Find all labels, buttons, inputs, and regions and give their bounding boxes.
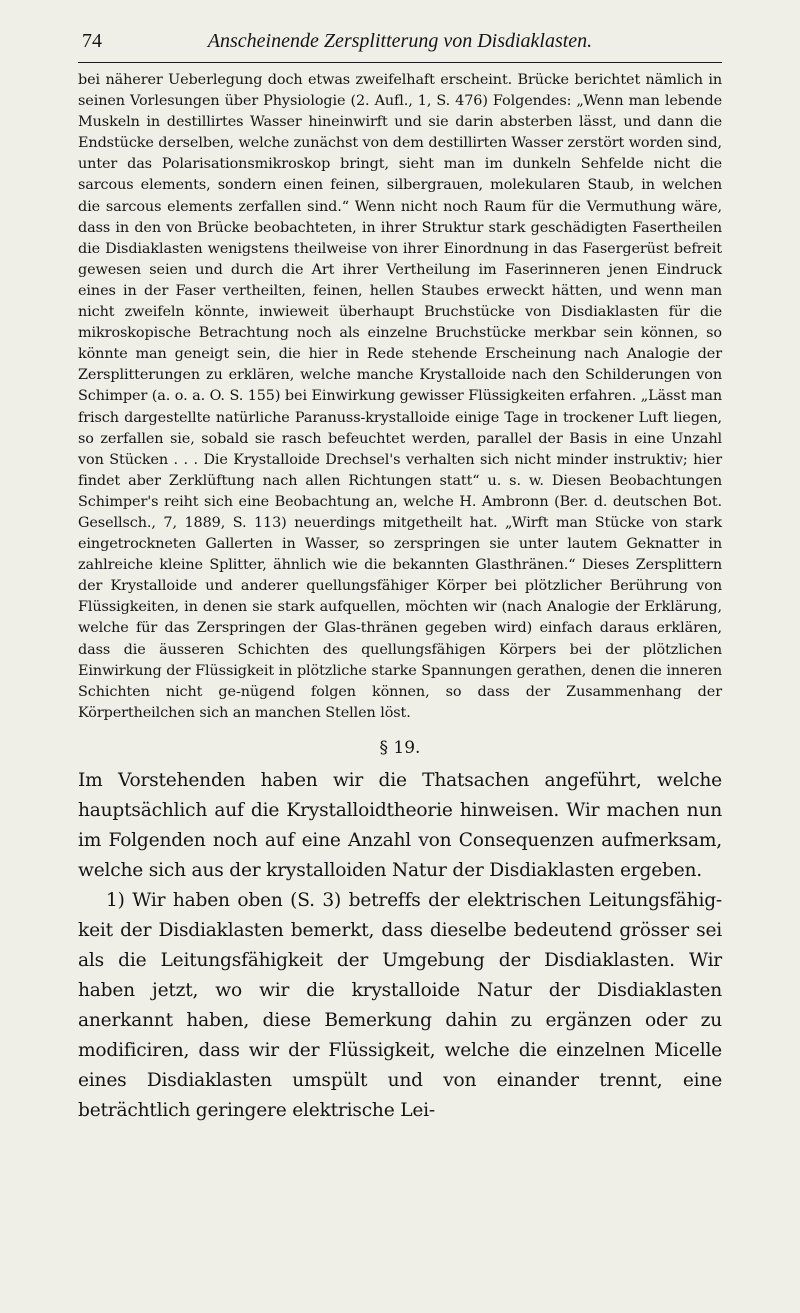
book-page [78,28,722,1126]
page-number: 74 [82,30,102,52]
small-print-paragraph: bei näherer Ueberlegung doch etwas zweifelhaft erscheint. Brücke berichtet nämlich in seinen Vorlesungen über Physiologie (2. Aufl., 1, S. 476) Folgendes: „Wenn man lebende Muskeln in destillirtes Wasser hineinwirft und sie darin absterben lässt, und dann die Endstücke derselben, welche zunächst von dem destillirten Wasser zerstört worden sind, unter das Polarisationsmikroskop bringt, sieht man im dunkeln Sehfelde nicht die sarcous elements, sondern einen feinen, silbergrauen, molekularen Staub, in welchen die sarcous elements zerfallen sind.“ Wenn nicht noch Raum für die Vermuthung wäre, dass in den von Brücke beobachteten, in ihrer Struktur stark geschädigten Fasertheilen die Disdiaklasten wenigstens theilweise von ihrer Einordnung in das Fasergerüst befreit gewesen seien und durch die Art ihrer Vertheilung im Faserinneren jenen Eindruck eines in der Faser vertheilten, feinen, hellen Staubes erweckt hätten, und wenn man nicht zweifeln könnte, inwieweit überhaupt Bruchstücke von Disdiaklasten für die mikroskopische Betrachtung noch als einzelne Bruchstücke merkbar sein können, so könnte man geneigt sein, die hier in Rede stehende Erscheinung nach Analogie der Zersplitterungen zu erklären, welche manche Krystalloide nach den Schilderungen von Schimper (a. o. a. O. S. 155) bei Einwirkung gewisser Flüssigkeiten erfahren. „Lässt man frisch dargestellte natürliche Paranuss-krystalloide einige Tage in trockener Luft liegen, so zerfallen sie, sobald sie rasch befeuchtet werden, parallel der Basis in eine Unzahl von Stücken . . . Die Krystalloide Drechsel's verhalten sich nicht minder instruktiv; hier findet aber Zerklüftung nach allen Richtungen statt“ u. s. w. Diesen Beobachtungen Schimper's reiht sich eine Beobachtung an, welche H. Ambronn (Ber. d. deutschen Bot. Gesellsch., 7, 1889, S. 113) neuerdings mitgetheilt hat. „Wirft man Stücke von stark eingetrockneten Gallerten in Wasser, so zerspringen sie unter lautem Geknatter in zahlreiche kleine Splitter, ähnlich wie die bekannten Glasthränen.“ Dieses Zersplittern der Krystalloide und anderer quellungsfähiger Körper bei plötzlicher Berührung von Flüssigkeiten, in denen sie stark aufquellen, möchten wir (nach Analogie der Erklärung, welche für das Zerspringen der Glas-thränen gegeben wird) einfach daraus erklären, dass die äusseren Schichten des quellungsfähigen Körpers bei der plötzlichen Einwirkung der Flüssigkeit in plötzliche starke Spannungen gerathen, denen die inneren Schichten nicht ge-nügend folgen können, so dass der Zusammenhang der Körpertheilchen sich an manchen Stellen löst. [78,72,722,721]
small-print-block [78,70,722,724]
running-head [78,28,722,63]
running-title: Anscheinende Zersplitterung von Disdiaklasten. [207,30,593,52]
body-paragraph-point-1: 1) Wir haben oben (S. 3) betreffs der elektrischen Leitungsfähig-keit der Disdiaklasten bemerkt, dass dieselbe bedeutend grösser sei als die Leitungsfähigkeit der Umgebung der Disdiaklasten. Wir haben jetzt, wo wir die krystalloide Natur der Disdiaklasten anerkannt haben, diese Bemerkung dahin zu ergänzen oder zu modificiren, dass wir der Flüssigkeit, welche die einzelnen Micelle eines Disdiaklasten umspült und von einander trennt, eine beträchtlich geringere elektrische Lei- [78,889,722,1121]
main-text-block [78,766,722,1126]
section-heading: § 19. [379,737,421,758]
body-paragraph-intro: Im Vorstehenden haben wir die Thatsachen angeführt, welche hauptsächlich auf die Krystalloidtheorie hinweisen. Wir machen nun im Folgenden noch auf eine Anzahl von Consequenzen aufmerksam, welche sich aus der krystalloiden Natur der Disdiaklasten ergeben. [78,769,722,881]
